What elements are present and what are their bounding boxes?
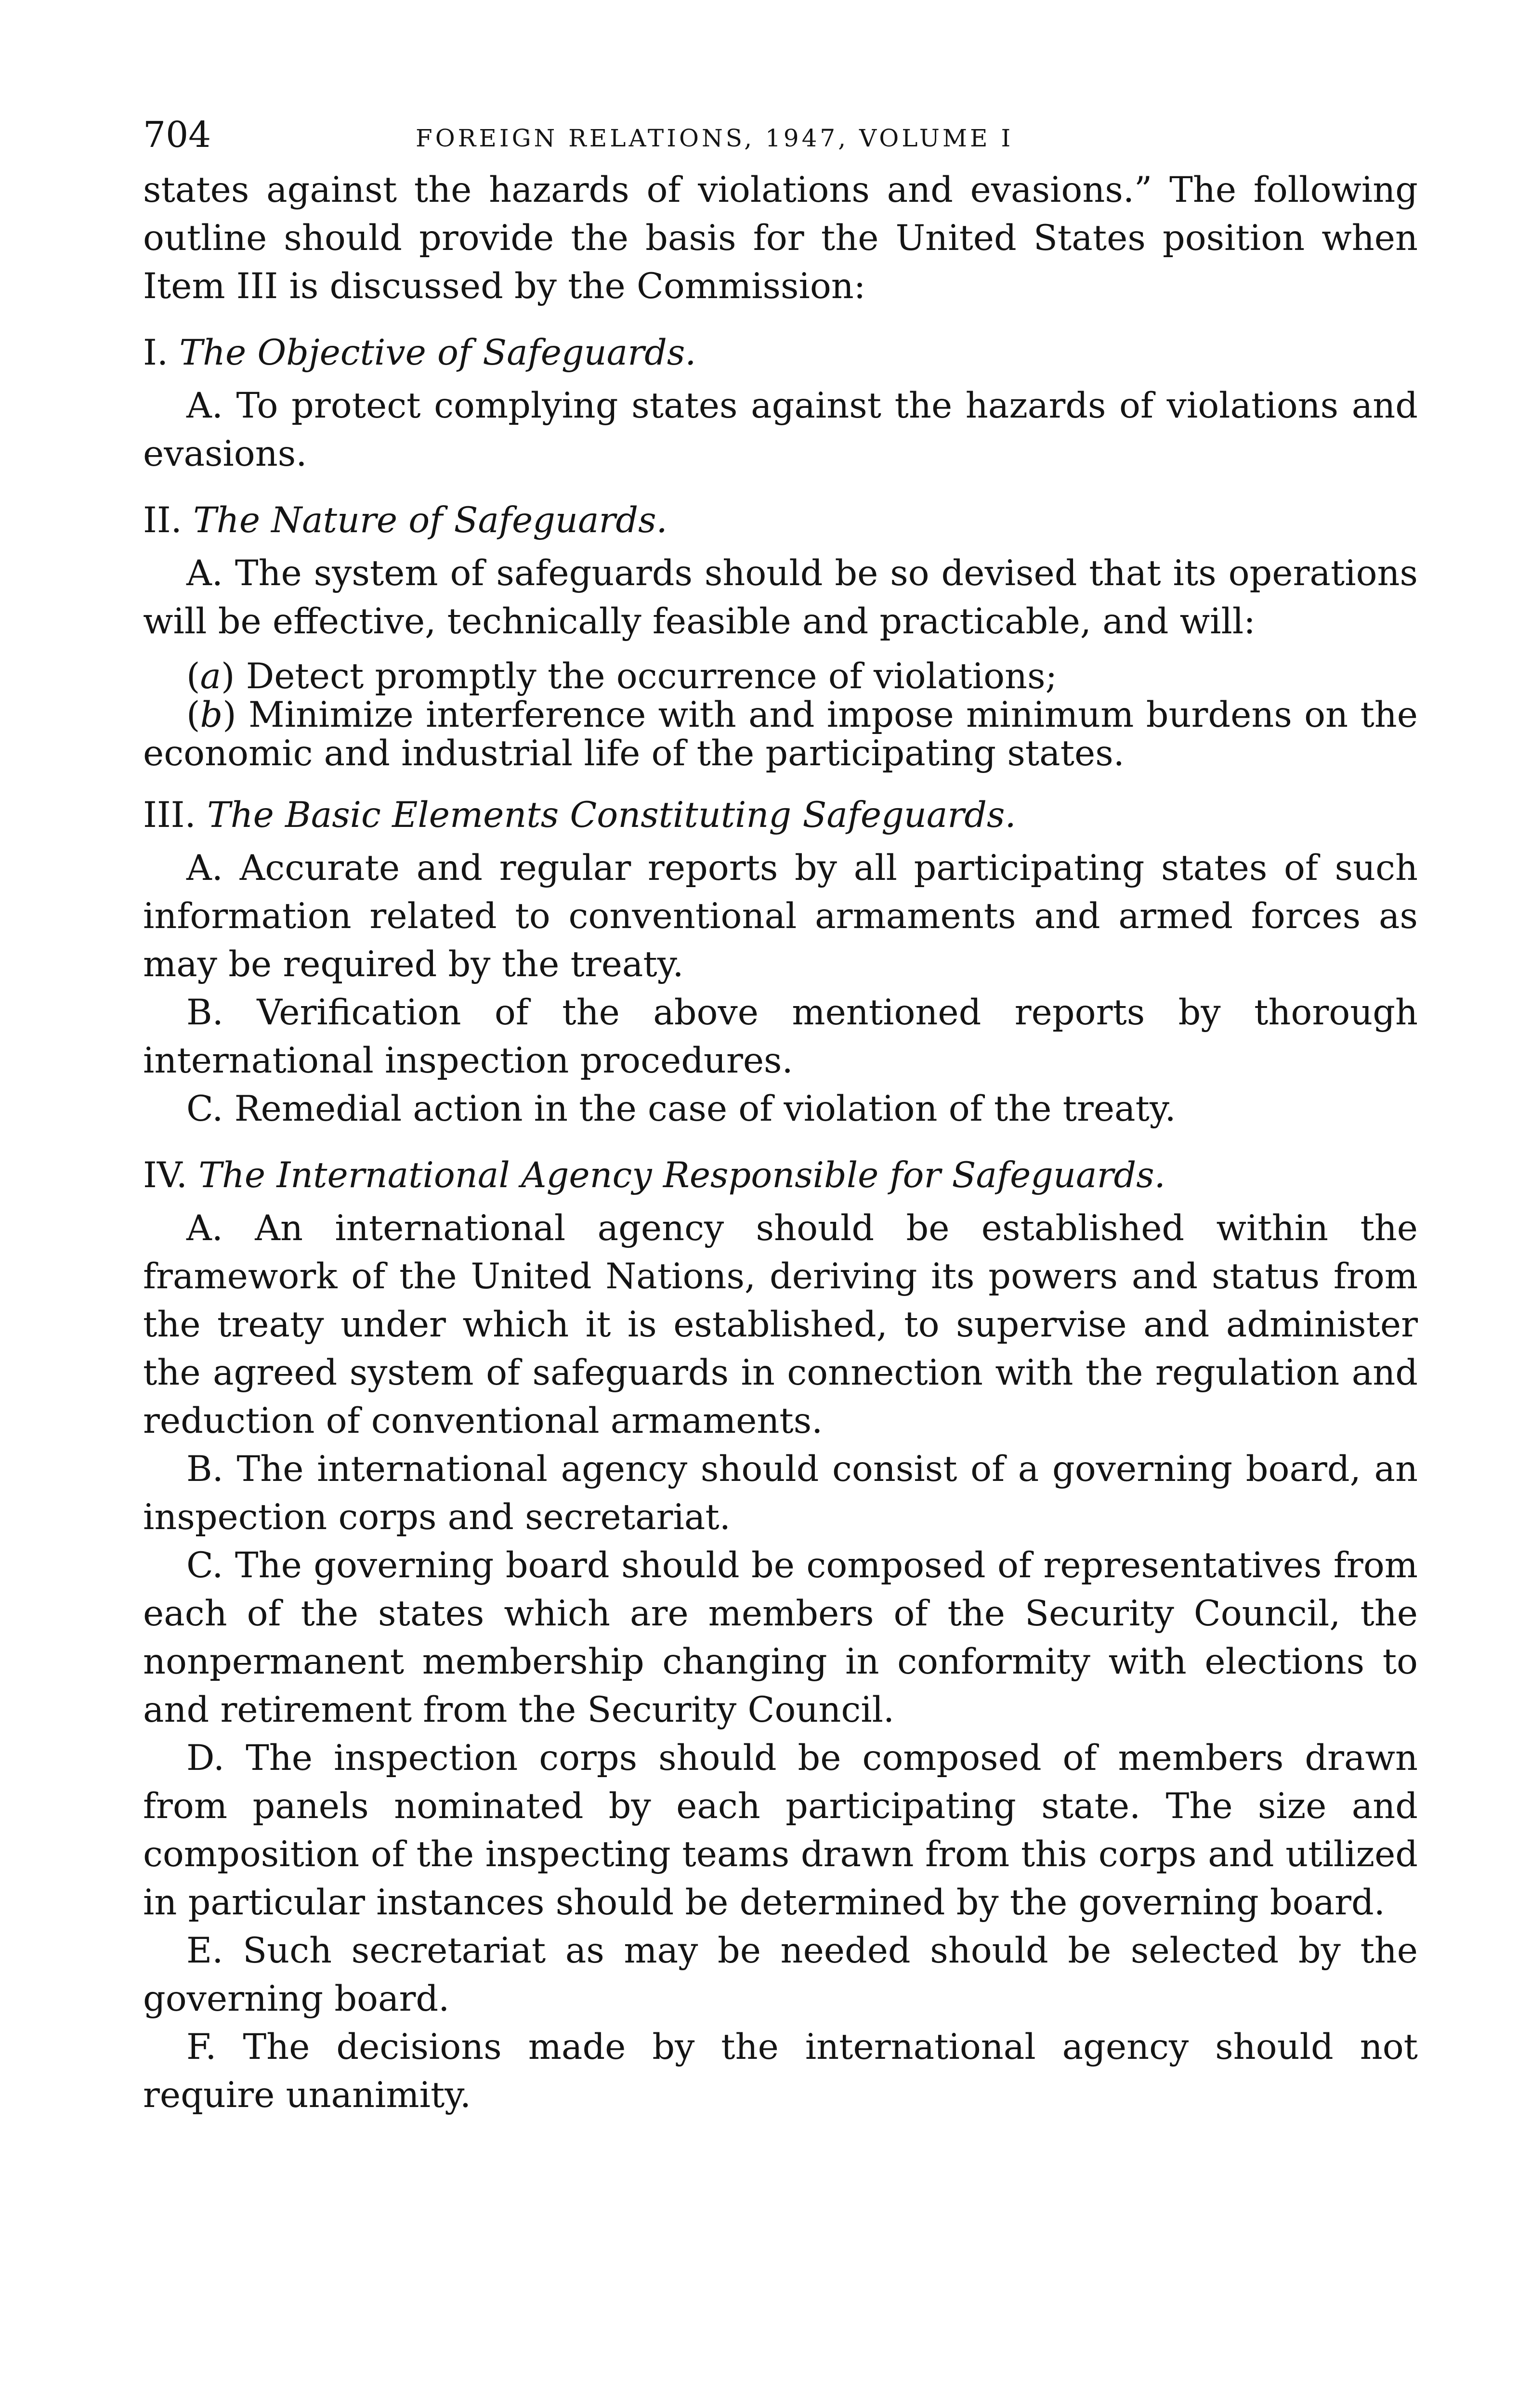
running-head (143, 108, 1418, 166)
section-numeral: I. (143, 332, 169, 373)
page-number: 704 (143, 114, 211, 156)
intro-paragraph: states against the hazards of violations and evasions.” The following outline should provide the basis for the United States position when Item III is discussed by the Commission: (143, 170, 1418, 307)
subitem-letter: a (200, 656, 222, 697)
section-numeral: II. (143, 500, 182, 541)
section-title: The Objective of Safeguards. (179, 332, 696, 373)
subitem-text: Minimize interference with and impose minimum burdens on the economic and industrial life of the participating states. (143, 694, 1418, 774)
section-2-subitem-b: (b) Minimize interference with and impose minimum burdens on the economic and industrial life of the participating states. (143, 694, 1418, 774)
section-4-item-d: D. The inspection corps should be composed of members drawn from panels nominated by each participating state. The size and composition of the inspecting teams drawn from this corps and utilized in particular instances should be determined by the governing board. (143, 1738, 1418, 1923)
section-4-item-e: E. Such secretariat as may be needed should be selected by the governing board. (143, 1930, 1418, 2019)
section-1-item-a: A. To protect complying states against the hazards of violations and evasions. (143, 385, 1418, 474)
running-head-title: FOREIGN RELATIONS, 1947, VOLUME I (416, 124, 1014, 152)
section-3-item-b: B. Verification of the above mentioned reports by thorough international inspection procedures. (143, 992, 1418, 1081)
section-heading-4 (143, 1152, 1418, 1200)
section-2-item-a: A. The system of safeguards should be so devised that its operations will be effective, technically feasible and practicable, and will: (143, 553, 1418, 642)
document-page (143, 108, 1418, 2120)
section-title: The Nature of Safeguards. (193, 500, 667, 541)
subitem-text: Detect promptly the occurrence of violations; (246, 656, 1058, 697)
section-heading-1 (143, 329, 1418, 377)
section-title: The Basic Elements Constituting Safeguards. (207, 795, 1016, 836)
section-3-item-c: C. Remedial action in the case of violation of the treaty. (186, 1088, 1176, 1129)
section-3-item-a: A. Accurate and regular reports by all participating states of such information related to conventional armaments and armed forces as may be required by the treaty. (143, 848, 1418, 985)
section-numeral: III. (143, 795, 196, 836)
section-4-item-c: C. The governing board should be composed of representatives from each of the states which are members of the Security Council, the nonpermanent membership changing in conformity with elections to and retirement from the Security Council. (143, 1545, 1418, 1730)
subitem-letter: b (200, 694, 223, 735)
section-title: The International Agency Responsible for Safeguards. (198, 1155, 1165, 1196)
section-heading-2 (143, 497, 1418, 545)
section-numeral: IV. (143, 1155, 187, 1196)
section-4-item-b: B. The international agency should consist of a governing board, an inspection corps and secretariat. (143, 1449, 1418, 1538)
section-heading-3 (143, 791, 1418, 839)
section-4-item-f: F. The decisions made by the international agency should not require unanimity. (143, 2027, 1418, 2116)
section-4-item-a: A. An international agency should be established within the framework of the United Nations, deriving its powers and status from the treaty under which it is established, to supervise and administer the agreed system of safeguards in connection with the regulation and reduction of conventional armaments. (143, 1208, 1418, 1441)
section-2-subitem-a: (a) Detect promptly the occurrence of violations; (186, 656, 1058, 697)
